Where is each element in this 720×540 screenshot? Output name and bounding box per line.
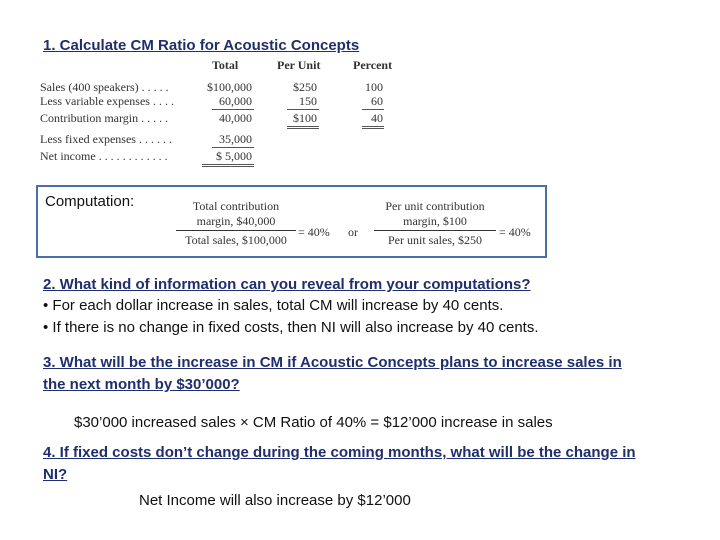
- q3-heading-line1: 3. What will be the increase in CM if Acoustic Concepts plans to increase sales in: [43, 354, 622, 371]
- double-underline-per-unit-1: [287, 126, 319, 127]
- q4-answer: Net Income will also increase by $12’000: [139, 492, 411, 509]
- fraction-bar: [374, 230, 496, 231]
- q4-heading-line1: 4. If fixed costs don’t change during the coming months, what will be the change in: [43, 444, 636, 461]
- underline-fixed: [212, 147, 254, 148]
- cell-per-unit-variable: 150: [299, 94, 317, 108]
- fraction-numerator-line2: margin, $100: [403, 214, 467, 228]
- contribution-income-statement: [40, 58, 410, 168]
- double-underline-percent-1: [362, 126, 384, 127]
- underline-percent: [362, 109, 384, 110]
- q2-bullet-1: • For each dollar increase in sales, total CM will increase by 40 cents.: [43, 297, 504, 314]
- cell-total-variable: 60,000: [219, 94, 252, 108]
- cm-ratio-fraction-total: [176, 199, 296, 248]
- cell-total-net-income: $ 5,000: [216, 149, 252, 163]
- fraction-denominator: Per unit sales, $250: [388, 233, 482, 247]
- cell-percent-cm: 40: [371, 111, 383, 125]
- or-connector: or: [348, 225, 358, 239]
- fraction-numerator-line1: Per unit contribution: [385, 199, 485, 213]
- computation-label: Computation:: [45, 193, 135, 210]
- double-underline-per-unit-2: [287, 128, 319, 129]
- row-label-fixed-expenses: Less fixed expenses . . . . . .: [40, 132, 172, 146]
- cell-percent-variable: 60: [371, 94, 383, 108]
- fraction-denominator: Total sales, $100,000: [185, 233, 287, 247]
- q1-heading: 1. Calculate CM Ratio for Acoustic Concepts: [43, 37, 360, 54]
- result-total: = 40%: [298, 225, 330, 239]
- underline-per-unit: [287, 109, 319, 110]
- fraction-numerator-line2: margin, $40,000: [196, 214, 276, 228]
- row-label-contribution-margin: Contribution margin . . . . .: [40, 111, 169, 125]
- computation-box: [36, 185, 547, 258]
- fraction-numerator-line1: Total contribution: [192, 199, 280, 213]
- double-underline-percent-2: [362, 128, 384, 129]
- double-underline-ni-1: [202, 164, 254, 165]
- q3-answer: $30’000 increased sales × CM Ratio of 40% = $12’000 increase in sales: [74, 414, 553, 431]
- col-header-total: Total: [212, 58, 239, 72]
- cm-ratio-fraction-per-unit: [374, 199, 496, 248]
- fraction-bar: [176, 230, 296, 231]
- underline-total: [212, 109, 254, 110]
- q4-heading-line2: NI?: [43, 466, 68, 483]
- cell-per-unit-cm: $100: [293, 111, 317, 125]
- col-header-per-unit: Per Unit: [277, 58, 321, 72]
- cell-per-unit-sales: $250: [293, 80, 317, 94]
- row-label-net-income: Net income . . . . . . . . . . . .: [40, 149, 168, 163]
- q2-heading: 2. What kind of information can you reveal from your computations?: [43, 276, 531, 293]
- cell-percent-sales: 100: [365, 80, 383, 94]
- row-label-variable-expenses: Less variable expenses . . . .: [40, 94, 174, 108]
- double-underline-ni-2: [202, 166, 254, 167]
- q2-bullet-2: • If there is no change in fixed costs, then NI will also increase by 40 cents.: [43, 319, 539, 336]
- cell-total-cm: 40,000: [219, 111, 252, 125]
- result-per-unit: = 40%: [499, 225, 531, 239]
- cell-total-fixed: 35,000: [219, 132, 252, 146]
- q3-heading-line2: the next month by $30’000?: [43, 376, 240, 393]
- col-header-percent: Percent: [353, 58, 393, 72]
- row-label-sales: Sales (400 speakers) . . . . .: [40, 80, 169, 94]
- cell-total-sales: $100,000: [207, 80, 252, 94]
